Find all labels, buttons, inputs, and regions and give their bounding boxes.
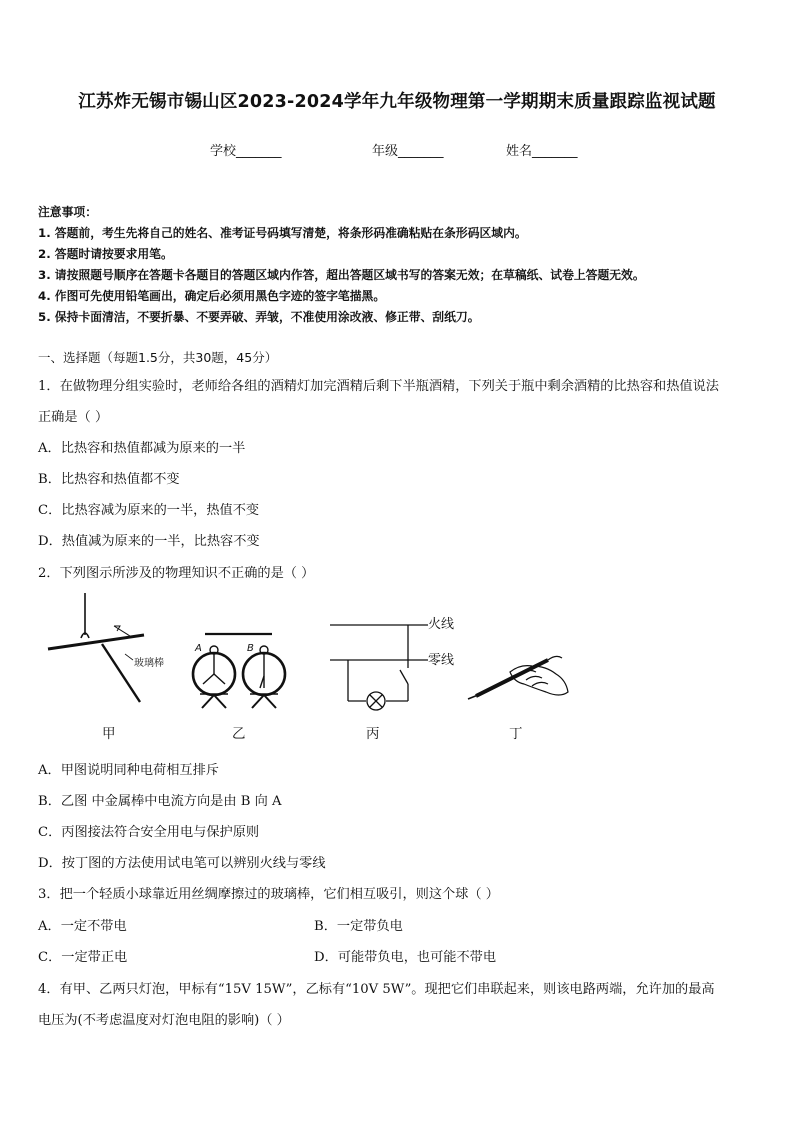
notice-item: 4. 作图可先使用铅笔画出，确定后必须用黑色字迹的签字笔描黑。: [38, 289, 386, 303]
q2-option-a: A．甲图说明同种电荷相互排斥: [38, 763, 219, 778]
figure-ding-drawing: [468, 656, 568, 699]
q3-option-d: D．可能带负电，也可能不带电: [314, 950, 497, 965]
meter-a-leaf-right: [214, 674, 225, 684]
meter-a-label: A: [195, 643, 202, 654]
figure-bing-drawing: [330, 625, 428, 710]
suspended-rod: [48, 635, 144, 649]
section-heading: 一、选择题（每题1.5分，共30题，45分）: [38, 350, 278, 365]
school-field: [210, 140, 282, 159]
name-field: [506, 140, 578, 159]
grade-label: 年级: [372, 144, 399, 159]
meter-a-leaf-left: [203, 674, 214, 684]
pivot-hook: [81, 633, 89, 638]
test-pen-body: [476, 660, 548, 696]
switch-blade: [400, 670, 408, 684]
caption-yi: 乙: [232, 726, 246, 742]
notice-item: 3. 请按照题号顺序在答题卡各题目的答题区域内作答，超出答题区域书写的答案无效；在草稿纸、试卷上答题无效。: [38, 268, 645, 282]
q2-option-c: C．丙图接法符合安全用电与保护原则: [38, 825, 260, 840]
q4-stem-line2: 电压为(不考虑温度对灯泡电阻的影响)（ ）: [38, 1013, 290, 1028]
notice-heading: 注意事项：: [38, 205, 97, 219]
q2-option-d: D．按丁图的方法使用试电笔可以辨别火线与零线: [38, 856, 326, 871]
caption-ding: 丁: [509, 726, 523, 742]
q3-stem: 3．把一个轻质小球靠近用丝绸摩擦过的玻璃棒，它们相互吸引，则这个球（ ）: [38, 887, 499, 902]
test-pen-tip: [468, 695, 478, 699]
live-wire-label: 火线: [428, 617, 455, 632]
notice-item: 5. 保持卡面清洁，不要折暴、不要弄破、弄皱，不准使用涂改液、修正带、刮纸刀。: [38, 310, 480, 324]
label-leader: [125, 654, 133, 660]
exam-title: 江苏炸无锡市锡山区2023-2024学年九年级物理第一学期期末质量跟踪监视试题: [78, 92, 716, 112]
caption-bing: 丙: [366, 726, 380, 742]
name-blank: _______: [532, 144, 578, 159]
hand-outline: [510, 666, 568, 695]
school-blank: _______: [236, 144, 282, 159]
motion-arrow: [114, 626, 130, 636]
meter-b-label: B: [247, 643, 254, 654]
q1-stem-line1: 1．在做物理分组实验时，老师给各组的酒精灯加完酒精后剩下半瓶酒精，下列关于瓶中剩余酒精的比热容和热值说法: [38, 379, 719, 394]
meter-a-stand: [202, 695, 226, 708]
figure-jia-drawing: [48, 593, 144, 702]
q2-option-b: B．乙图 中金属棒中电流方向是由 B 向 A: [38, 794, 282, 809]
q1-option-a: A．比热容和热值都减为原来的一半: [38, 441, 246, 456]
glass-rod: [102, 644, 140, 702]
q1-option-b: B．比热容和热值都不变: [38, 472, 180, 487]
thumb-line: [548, 656, 562, 660]
glass-rod-label: 玻璃棒: [134, 658, 164, 669]
grade-field: [372, 140, 444, 159]
notice-item: 2. 答题时请按要求用笔。: [38, 247, 173, 261]
figure-yi-drawing: [193, 634, 285, 708]
q1-stem-line2: 正确是（ ）: [38, 410, 109, 425]
notice-item: 1. 答题前，考生先将自己的姓名、准考证号码填写清楚，将条形码准确粘贴在条形码区域内。: [38, 226, 527, 240]
q1-option-d: D．热值减为原来的一半，比热容不变: [38, 534, 260, 549]
school-label: 学校: [210, 144, 237, 159]
caption-jia: 甲: [102, 726, 116, 742]
q2-figures: [0, 588, 794, 748]
name-label: 姓名: [506, 144, 533, 159]
q3-option-a: A．一定不带电: [38, 919, 127, 934]
q2-stem: 2．下列图示所涉及的物理知识不正确的是（ ）: [38, 566, 315, 581]
neutral-wire-label: 零线: [428, 653, 455, 668]
grade-blank: _______: [398, 144, 444, 159]
q1-option-c: C．比热容减为原来的一半，热值不变: [38, 503, 260, 518]
q3-option-c: C．一定带正电: [38, 950, 128, 965]
q4-stem-line1: 4．有甲、乙两只灯泡，甲标有“15V 15W”，乙标有“10V 5W”。现把它们串联起来，则该电路两端，允许加的最高: [38, 982, 715, 997]
q3-option-b: B．一定带负电: [314, 919, 403, 934]
meter-b-stand: [252, 695, 276, 708]
